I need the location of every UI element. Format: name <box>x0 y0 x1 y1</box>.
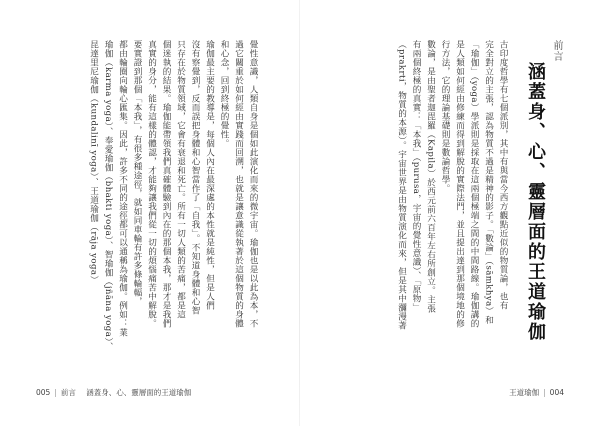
footer-separator: | <box>54 388 57 397</box>
right-page-footer <box>509 387 564 398</box>
left-footer-running-title: 涵蓋身、心、靈層面的王道瑜伽 <box>86 388 192 397</box>
left-page-footer <box>36 387 191 398</box>
left-page-body-text: 覺性意識，人類自身是個如此演化而來的微宇宙。瑜伽也是以此為本，不 過它關重於如何經由實踐而回溯，也就是讓意識從執著於這個物質的身體 和心念，回到終極的覺性。 瑜伽最主要的教導是，每個人內在最深處的本性就是純性，但是人們 沒有察覺到，反而誤把身體和心智當作了「自我」。不知道身體和心智 只存在於物質領域，它會有衰退和死亡。所有一切人類的苦痛，都是這 個迷執的結果。瑜伽能帶領我們真確體驗到內在的那個本我，那才是我們 真實的身分，能有這樣的體認，才能夠讓我們從一切的煩惱痛苦中解脫。 要實證到那個「本我」，有很多種途徑，就如同車輪有許多條輪輻， 都由輪圈向輪心匯集。因此，許多不同的途徑都可以通稱為瑜伽。例如：業 瑜伽（karma yoga）、奉愛瑜伽（bhakti yoga）、智瑜伽（jñāna yoga）、 昆達里尼瑜伽（kundalinī yoga）、王道瑜伽（rāja yoga） <box>88 40 258 351</box>
chapter-title: 涵蓋身、心、靈層面的王道瑜伽 <box>525 62 546 342</box>
left-footer-section: 前言 <box>60 388 76 397</box>
right-page-number: 004 <box>549 388 564 397</box>
right-page-body-text: 古印度哲學有七個派別，其中有與當今西方觀點近似的物質論，也有 完全對立的主張，認為物質不過是精神的影子。「數論」（sāmkhya）和 「瑜伽」（yoga）學派則是採取在這兩個極端之間的中間路線。瑜伽講的 是人類如何經由修練而得到解脫的實際法門，並且提出達到那個境地的修 行方法，它的理論基礎則是數論哲學。 數論，是由聖者迦毘羅（Kapila）於西元前六百年左右所創立。主張 有兩個終極的真實：「本我」（purusa，宇宙的覺性意識）、「原物」 （prakrti，物質的本源）。宇宙世界是由物質演化而來，但是其中瀰漫著 <box>396 40 508 330</box>
section-label: 前言 <box>551 40 562 62</box>
footer-spacer <box>80 388 82 397</box>
footer-separator: | <box>543 388 546 397</box>
right-footer-running-title: 王道瑜伽 <box>509 388 540 397</box>
right-page <box>300 0 600 426</box>
left-page-number: 005 <box>36 388 51 397</box>
